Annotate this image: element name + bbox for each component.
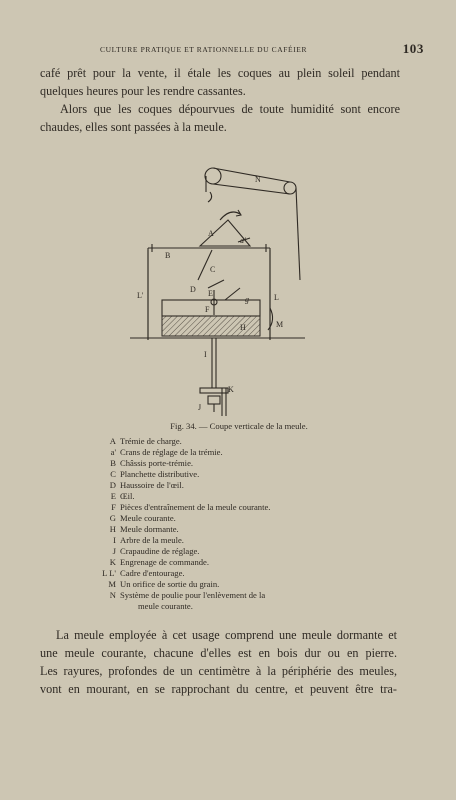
- legend-key: E: [110, 491, 116, 501]
- pulley-wheel-left: [205, 168, 221, 184]
- legend-text: Engrenage de commande.: [120, 557, 210, 567]
- figure-caption: Fig. 34. — Coupe verticale de la meule.: [170, 421, 308, 431]
- text-line: café prêt pour la vente, il étale les coques au plein soleil pendant: [40, 66, 400, 80]
- legend-key: K: [109, 557, 116, 567]
- legend-key: M: [108, 579, 116, 589]
- legend-row: [96, 480, 356, 491]
- figure-legend: [96, 436, 356, 612]
- top-paragraph: [40, 64, 400, 136]
- legend-text: Trémie de charge.: [120, 436, 182, 446]
- figure-label: F: [205, 305, 210, 314]
- legend-row: [96, 436, 356, 447]
- figure-label: A: [208, 229, 214, 238]
- legend-text: Meule courante.: [120, 513, 176, 523]
- legend-text: Œil.: [120, 491, 135, 501]
- bottom-paragraph: [40, 626, 397, 698]
- legend-key: B: [110, 458, 116, 468]
- text-line: vont en mourant, en se rapprochant du centre, et peuvent être tra-: [40, 682, 397, 696]
- legend-row: [96, 502, 356, 513]
- text-line: chaudes, elles sont passées à la meule.: [40, 120, 227, 134]
- figure-label: J: [198, 403, 202, 412]
- pulley-wheel-right: [284, 182, 296, 194]
- figure-label: L': [137, 291, 144, 300]
- legend-key: N: [109, 590, 116, 600]
- figure-label: H: [240, 323, 246, 332]
- legend-row: [96, 491, 356, 502]
- figure-label: I: [204, 350, 207, 359]
- running-head: [40, 41, 424, 57]
- legend-key: G: [109, 513, 116, 523]
- legend-row: [96, 601, 356, 612]
- figure-label: E: [208, 289, 213, 298]
- legend-key: C: [110, 469, 116, 479]
- figure-label: M: [276, 320, 284, 329]
- legend-row: [96, 579, 356, 590]
- legend-text: Arbre de la meule.: [120, 535, 184, 545]
- figure-label: a': [240, 236, 246, 245]
- legend-key: J: [112, 546, 116, 556]
- legend-row: [96, 469, 356, 480]
- legend-text: Haussoire de l'œil.: [120, 480, 184, 490]
- legend-text: Système de poulie pour l'enlèvement de la: [120, 590, 266, 600]
- text-line: La meule employée à cet usage comprend une meule dormante et: [56, 628, 397, 642]
- legend-text: meule courante.: [138, 601, 193, 611]
- legend-row: [96, 557, 356, 568]
- legend-key: A: [109, 436, 116, 446]
- text-line: Les rayures, profondes de un centimètre à la périphérie des meules,: [40, 664, 397, 678]
- legend-key: a': [110, 447, 116, 457]
- legend-key: F: [111, 502, 116, 512]
- legend-text: Cadre d'entourage.: [120, 568, 185, 578]
- figure-label: g: [245, 295, 249, 304]
- legend-text: Pièces d'entraînement de la meule courante.: [120, 502, 271, 512]
- figure-millstone-section: [100, 150, 330, 420]
- legend-row: [96, 524, 356, 535]
- text-line: Alors que les coques dépourvues de toute humidité sont encore: [60, 102, 400, 116]
- legend-key: I: [113, 535, 116, 545]
- legend-row: [96, 568, 356, 579]
- legend-key: H: [109, 524, 116, 534]
- figure-label: B: [165, 251, 171, 260]
- legend-text: Crans de réglage de la trémie.: [120, 447, 223, 457]
- legend-row: [96, 590, 356, 601]
- legend-text: Un orifice de sortie du grain.: [120, 579, 220, 589]
- legend-row: [96, 447, 356, 458]
- legend-key: L L': [102, 568, 116, 578]
- page-number: 103: [402, 41, 424, 56]
- legend-text: Planchette distributive.: [120, 469, 200, 479]
- legend-key: D: [109, 480, 116, 490]
- legend-text: Crapaudine de réglage.: [120, 546, 200, 556]
- text-line: quelques heures pour les rendre cassantes.: [40, 84, 246, 98]
- legend-text: Meule dormante.: [120, 524, 179, 534]
- legend-row: [96, 458, 356, 469]
- figure-label: D: [190, 285, 196, 294]
- legend-row: [96, 546, 356, 557]
- figure-label: K: [228, 385, 234, 394]
- legend-row: [96, 513, 356, 524]
- running-head-title: CULTURE PRATIQUE ET RATIONNELLE DU CAFÉIER: [100, 45, 308, 54]
- legend-text: Châssis porte-trémie.: [120, 458, 194, 468]
- legend-row: [96, 535, 356, 546]
- text-line: une meule courante, chacune d'elles est en bois dur ou en pierre.: [40, 646, 397, 660]
- figure-label: C: [210, 265, 216, 274]
- figure-label: N: [255, 175, 261, 184]
- figure-label: L: [274, 293, 279, 302]
